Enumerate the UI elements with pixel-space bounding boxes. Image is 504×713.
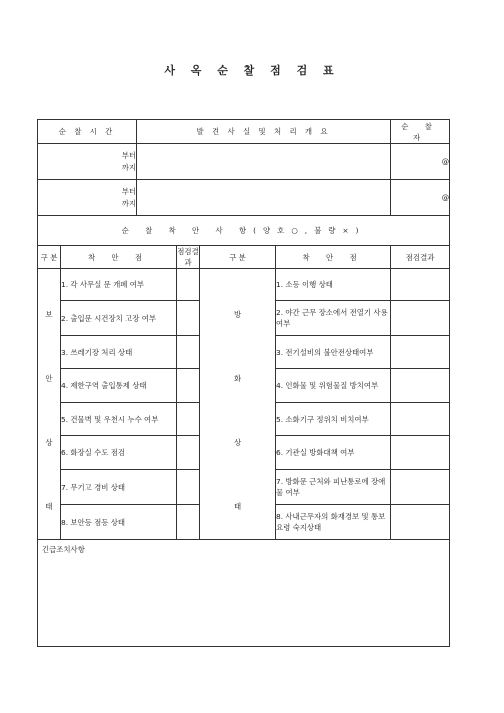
seal-mark: @ — [391, 180, 450, 216]
fire-category-label: 방 화 상 태 — [200, 269, 276, 540]
seal-mark: @ — [391, 144, 450, 180]
column-header-row — [38, 246, 450, 269]
time-row — [38, 180, 450, 216]
time-range-cell[interactable] — [38, 180, 137, 216]
security-result-cell[interactable] — [177, 269, 200, 301]
security-item: 8. 보안등 점등 상태 — [61, 505, 177, 540]
fire-result-cell[interactable] — [391, 469, 450, 505]
point-header: 착 안 점 — [61, 246, 177, 269]
header-row — [38, 120, 450, 144]
fire-result-cell[interactable] — [391, 402, 450, 435]
checkpoint-row — [38, 269, 450, 301]
findings-header: 발 견 사 실 및 처 리 개 요 — [137, 120, 391, 144]
from-label: 부터 — [121, 150, 137, 160]
security-result-cell[interactable] — [177, 335, 200, 368]
fire-item: 1. 소등 이행 상태 — [276, 269, 391, 301]
security-result-cell[interactable] — [177, 369, 200, 402]
fire-result-cell[interactable] — [391, 335, 450, 368]
inspection-form-table — [37, 119, 450, 647]
fire-result-cell[interactable] — [391, 301, 450, 336]
result-header: 점검결과 — [177, 247, 199, 267]
security-item: 3. 쓰레기장 처리 상태 — [61, 335, 177, 368]
fire-item: 7. 방화문 근처와 피난통로에 장애물 여부 — [276, 469, 391, 505]
security-item: 6. 화장실 수도 점검 — [61, 436, 177, 469]
fire-result-cell[interactable] — [391, 505, 450, 540]
patrol-time-header: 순 찰 시 간 — [38, 120, 137, 144]
to-label: 까지 — [121, 162, 137, 172]
fire-item: 5. 소화기구 정위치 비치여부 — [276, 402, 391, 435]
security-result-cell[interactable] — [177, 301, 200, 336]
patroller-header: 순 찰 자 — [391, 120, 450, 144]
security-item: 4. 제한구역 출입통제 상태 — [61, 369, 177, 402]
fire-item: 4. 인화물 및 위험물질 방치여부 — [276, 369, 391, 402]
security-item: 5. 건물벽 및 우천시 누수 여부 — [61, 402, 177, 435]
fire-item: 8. 사내근무자의 화재경보 및 통보요령 숙지상태 — [276, 505, 391, 540]
security-item: 7. 무기고 경비 상태 — [61, 469, 177, 505]
fire-item: 3. 전기설비의 불안전상태여부 — [276, 335, 391, 368]
security-result-cell[interactable] — [177, 436, 200, 469]
security-category-label: 보 안 상 태 — [38, 269, 61, 540]
fire-result-cell[interactable] — [391, 369, 450, 402]
fire-result-cell[interactable] — [391, 436, 450, 469]
to-label: 까지 — [121, 198, 137, 208]
time-row — [38, 144, 450, 180]
checkpoints-section-title: 순 찰 착 안 사 항(양호○,불량×) — [38, 216, 450, 246]
emergency-notes-row — [38, 540, 450, 647]
page-title: 사 옥 순 찰 점 검 표 — [164, 64, 340, 77]
fire-item: 2. 야간 근무 장소에서 전열기 사용여부 — [276, 301, 391, 336]
fire-item: 6. 기관실 방화대책 여부 — [276, 436, 391, 469]
security-item: 2. 출입문 시건장치 고장 여부 — [61, 301, 177, 336]
security-item: 1. 각 사무실 문 개폐 여부 — [61, 269, 177, 301]
security-result-cell[interactable] — [177, 469, 200, 505]
category-header: 구 분 — [200, 246, 276, 269]
category-header: 구 분 — [38, 246, 61, 269]
section-header-row — [38, 216, 450, 246]
emergency-notes-cell[interactable] — [38, 540, 450, 647]
findings-cell[interactable] — [137, 144, 391, 180]
security-result-cell[interactable] — [177, 505, 200, 540]
result-header: 점검결과 — [391, 246, 450, 269]
time-range-cell[interactable] — [38, 144, 137, 180]
security-result-cell[interactable] — [177, 402, 200, 435]
fire-result-cell[interactable] — [391, 269, 450, 301]
point-header: 착 안 점 — [276, 246, 391, 269]
from-label: 부터 — [121, 186, 137, 196]
findings-cell[interactable] — [137, 180, 391, 216]
emergency-notes-label: 긴급조치사항 — [42, 545, 85, 554]
